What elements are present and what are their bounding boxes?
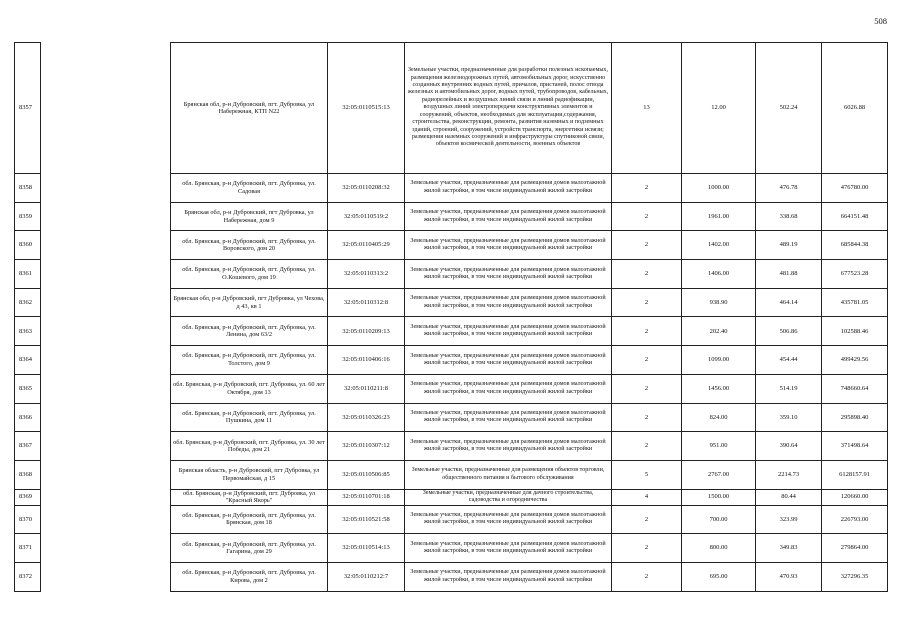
row-id: 8357 (15, 43, 41, 174)
cadastral-number-cell: 32:05:0110209:13 (328, 317, 405, 346)
cadastral-value-cell: 279864.00 (822, 534, 888, 563)
row-id: 8358 (15, 174, 41, 203)
table-row (15, 505, 888, 534)
use-group-cell: 5 (612, 460, 682, 489)
specific-value-cell: 338.68 (756, 202, 822, 231)
land-use-cell: Земельные участки, предназначенные для размещения домов малоэтажной жилой застройки, в том числе индивидуальной жилой застройки (405, 288, 612, 317)
use-group-cell: 2 (612, 432, 682, 461)
area-cell: 12.00 (682, 43, 756, 174)
use-group-cell: 2 (612, 534, 682, 563)
land-use-cell: Земельные участки, предназначенные для размещения домов малоэтажной жилой застройки, в том числе индивидуальной жилой застройки (405, 534, 612, 563)
table-row (15, 174, 888, 203)
row-id: 8370 (15, 505, 41, 534)
use-group-cell: 2 (612, 346, 682, 375)
area-cell: 202.40 (682, 317, 756, 346)
table-row (15, 403, 888, 432)
spacer-cell (41, 432, 171, 461)
spacer-cell (41, 505, 171, 534)
specific-value-cell: 506.86 (756, 317, 822, 346)
land-use-cell: Земельные участки, предназначенные для дачного строительства, садоводства и огородничества (405, 489, 612, 505)
row-id: 8362 (15, 288, 41, 317)
table-row (15, 43, 888, 174)
cadastral-number-cell: 32:05:0110515:13 (328, 43, 405, 174)
spacer-cell (41, 562, 171, 591)
cadastral-number-cell: 32:05:0110521:58 (328, 505, 405, 534)
address-cell: обл. Брянская, р-н Дубровский, пгт. Дубровка, ул. Брянская, дом 18 (171, 505, 328, 534)
table-row (15, 489, 888, 505)
cadastral-number-cell: 32:05:0110701:18 (328, 489, 405, 505)
spacer-cell (41, 43, 171, 174)
cadastral-value-cell: 6128157.91 (822, 460, 888, 489)
spacer-cell (41, 374, 171, 403)
land-use-cell: Земельные участки, предназначенные для размещения объектов торговли, общественного питания и бытового обслуживания (405, 460, 612, 489)
cadastral-value-cell: 120660.00 (822, 489, 888, 505)
row-id: 8364 (15, 346, 41, 375)
area-cell: 1456.00 (682, 374, 756, 403)
specific-value-cell: 2214.73 (756, 460, 822, 489)
spacer-cell (41, 202, 171, 231)
address-cell: обл. Брянская, р-н Дубровский, пгт. Дубровка, ул. 60 лет Октября, дом 13 (171, 374, 328, 403)
use-group-cell: 2 (612, 231, 682, 260)
area-cell: 1961.00 (682, 202, 756, 231)
spacer-cell (41, 346, 171, 375)
land-use-cell: Земельные участки, предназначенные для размещения домов малоэтажной жилой застройки, в том числе индивидуальной жилой застройки (405, 374, 612, 403)
land-use-cell: Земельные участки, предназначенные для размещения домов малоэтажной жилой застройки, в том числе индивидуальной жилой застройки (405, 317, 612, 346)
spacer-cell (41, 317, 171, 346)
address-cell: обл. Брянская, р-н Дубровский, пгт. Дубровка, ул. Гагарина, дом 29 (171, 534, 328, 563)
cadastral-number-cell: 32:05:0110519:2 (328, 202, 405, 231)
cadastral-number-cell: 32:05:0110211:8 (328, 374, 405, 403)
address-cell: обл. Брянская, р-н Дубровский, пгт. Дубровка, ул. О.Кошевого, дом 19 (171, 260, 328, 289)
cadastral-value-cell: 435781.05 (822, 288, 888, 317)
row-id: 8366 (15, 403, 41, 432)
land-use-cell: Земельные участки, предназначенные для размещения домов малоэтажной жилой застройки, в том числе индивидуальной жилой застройки (405, 505, 612, 534)
land-use-cell: Земельные участки, предназначенные для размещения домов малоэтажной жилой застройки, в том числе индивидуальной жилой застройки (405, 432, 612, 461)
cadastral-value-cell: 371498.64 (822, 432, 888, 461)
area-cell: 1406.00 (682, 260, 756, 289)
area-cell: 951.00 (682, 432, 756, 461)
specific-value-cell: 454.44 (756, 346, 822, 375)
table-row (15, 374, 888, 403)
spacer-cell (41, 174, 171, 203)
table-row (15, 317, 888, 346)
area-cell: 800.00 (682, 534, 756, 563)
specific-value-cell: 489.19 (756, 231, 822, 260)
area-cell: 2767.00 (682, 460, 756, 489)
address-cell: Брянская область, р-н Дубровский, пгт Дубровка, ул Первомайская, д 15 (171, 460, 328, 489)
specific-value-cell: 502.24 (756, 43, 822, 174)
spacer-cell (41, 288, 171, 317)
row-id: 8359 (15, 202, 41, 231)
area-cell: 1402.00 (682, 231, 756, 260)
area-cell: 938.90 (682, 288, 756, 317)
address-cell: Брянская обл, р-н Дубровский, пгт. Дубровка, ул Набережная, КТП N22 (171, 43, 328, 174)
table-body (15, 43, 888, 592)
spacer-cell (41, 231, 171, 260)
cadastral-number-cell: 32:05:0110312:8 (328, 288, 405, 317)
spacer-cell (41, 534, 171, 563)
land-use-cell: Земельные участки, предназначенные для размещения домов малоэтажной жилой застройки, в том числе индивидуальной жилой застройки (405, 174, 612, 203)
use-group-cell: 2 (612, 317, 682, 346)
cadastral-number-cell: 32:05:0110405:29 (328, 231, 405, 260)
table-row (15, 432, 888, 461)
cadastral-value-cell: 664151.48 (822, 202, 888, 231)
address-cell: Брянская обл, р-н Дубровский, пгт Дубровка, ул Набережная, дом 9 (171, 202, 328, 231)
address-cell: обл. Брянская, р-н Дубровский, пгт. Дубровка, ул. 30 лет Победы, дом 21 (171, 432, 328, 461)
specific-value-cell: 476.78 (756, 174, 822, 203)
specific-value-cell: 359.10 (756, 403, 822, 432)
cadastral-value-cell: 748660.64 (822, 374, 888, 403)
specific-value-cell: 464.14 (756, 288, 822, 317)
row-id: 8368 (15, 460, 41, 489)
cadastral-value-cell: 327296.35 (822, 562, 888, 591)
area-cell: 1099.00 (682, 346, 756, 375)
land-use-cell: Земельные участки, предназначенные для размещения домов малоэтажной жилой застройки, в том числе индивидуальной жилой застройки (405, 346, 612, 375)
address-cell: обл. Брянская, р-н Дубровский, пгт. Дубровка, ул. Кирова, дом 2 (171, 562, 328, 591)
specific-value-cell: 470.93 (756, 562, 822, 591)
use-group-cell: 2 (612, 505, 682, 534)
row-id: 8371 (15, 534, 41, 563)
address-cell: обл. Брянская, р-н Дубровский, пгт. Дубровка, ул. Садовая (171, 174, 328, 203)
table-row (15, 231, 888, 260)
cadastral-number-cell: 32:05:0110406:16 (328, 346, 405, 375)
specific-value-cell: 80.44 (756, 489, 822, 505)
use-group-cell: 2 (612, 288, 682, 317)
area-cell: 695.00 (682, 562, 756, 591)
table-row (15, 260, 888, 289)
area-cell: 700.00 (682, 505, 756, 534)
land-use-cell: Земельные участки, предназначенные для размещения домов малоэтажной жилой застройки, в том числе индивидуальной жилой застройки (405, 403, 612, 432)
table-row (15, 288, 888, 317)
table-row (15, 534, 888, 563)
row-id: 8367 (15, 432, 41, 461)
cadastral-number-cell: 32:05:0110208:32 (328, 174, 405, 203)
row-id: 8361 (15, 260, 41, 289)
table-row (15, 562, 888, 591)
specific-value-cell: 390.64 (756, 432, 822, 461)
cadastral-number-cell: 32:05:0110307:12 (328, 432, 405, 461)
area-cell: 1500.00 (682, 489, 756, 505)
spacer-cell (41, 403, 171, 432)
row-id: 8365 (15, 374, 41, 403)
row-id: 8369 (15, 489, 41, 505)
land-use-cell: Земельные участки, предназначенные для размещения домов малоэтажной жилой застройки, в том числе индивидуальной жилой застройки (405, 562, 612, 591)
land-use-cell: Земельные участки, предназначенные для размещения домов малоэтажной жилой застройки, в том числе индивидуальной жилой застройки (405, 260, 612, 289)
cadastral-number-cell: 32:05:0110514:13 (328, 534, 405, 563)
use-group-cell: 2 (612, 562, 682, 591)
cadastral-value-cell: 295898.40 (822, 403, 888, 432)
specific-value-cell: 323.99 (756, 505, 822, 534)
table-row (15, 202, 888, 231)
area-cell: 1000.00 (682, 174, 756, 203)
use-group-cell: 2 (612, 174, 682, 203)
address-cell: обл. Брянская, р-н Дубровский, пгт. Дубровка, ул. Ленина, дом 63/2 (171, 317, 328, 346)
cadastral-number-cell: 32:05:0110506:85 (328, 460, 405, 489)
address-cell: обл. Брянская, р-н Дубровский, пгт. Дубровка, ул. Воровского, дом 20 (171, 231, 328, 260)
cadastral-number-cell: 32:05:0110313:2 (328, 260, 405, 289)
spacer-cell (41, 489, 171, 505)
use-group-cell: 4 (612, 489, 682, 505)
specific-value-cell: 514.19 (756, 374, 822, 403)
table-row (15, 346, 888, 375)
address-cell: обл. Брянская, р-н Дубровский, пгт. Дубровка, ул. Толстого, дом 9 (171, 346, 328, 375)
use-group-cell: 2 (612, 374, 682, 403)
spacer-cell (41, 460, 171, 489)
use-group-cell: 2 (612, 202, 682, 231)
cadastral-value-cell: 685844.38 (822, 231, 888, 260)
address-cell: Брянская обл, р-н Дубровский, пгт Дубровка, ул Чехова, д 43, кв 1 (171, 288, 328, 317)
land-use-cell: Земельные участки, предназначенные для размещения домов малоэтажной жилой застройки, в том числе индивидуальной жилой застройки (405, 202, 612, 231)
cadastral-value-cell: 102588.46 (822, 317, 888, 346)
land-use-cell: Земельные участки, предназначенные для разработки полезных ископаемых, размещения железнодорожных путей, автомобильных дорог, искусственно созданных внутренних водных путей, причалов, пристаней, полос отвода железных и автомобильных дорог, водных путей, трубопроводов, кабельных, радиорелейных и воздушных линий связи и линий радиофикации, воздушных линий электропередачи конструктивных элементов и сооружений, объектов, необходимых для эксплуатации,содержания, строительства, реконструкции, ремонта, развития наземных и подземных зданий, строений, сооружений, устройств транспорта, энергетики исвязи; размещения наземных сооружений и инфраструктуры спутниковой связи, объектов космической деятельности, военных объектов (405, 43, 612, 174)
use-group-cell: 13 (612, 43, 682, 174)
cadastral-value-cell: 226793.00 (822, 505, 888, 534)
cadastral-value-cell: 677523.28 (822, 260, 888, 289)
table-row (15, 460, 888, 489)
spacer-cell (41, 260, 171, 289)
cadastral-value-cell: 499429.56 (822, 346, 888, 375)
cadastral-number-cell: 32:05:0110212:7 (328, 562, 405, 591)
land-use-cell: Земельные участки, предназначенные для размещения домов малоэтажной жилой застройки, в том числе индивидуальной жилой застройки (405, 231, 612, 260)
cadastral-value-cell: 6026.88 (822, 43, 888, 174)
cadastral-value-cell: 476780.00 (822, 174, 888, 203)
cadastral-value-table (14, 42, 888, 592)
area-cell: 824.00 (682, 403, 756, 432)
cadastral-number-cell: 32:05:0110326:23 (328, 403, 405, 432)
page-number: 508 (874, 16, 887, 26)
address-cell: обл. Брянская, р-н Дубровский, пгт. Дубровка, ул. Пушкина, дом 11 (171, 403, 328, 432)
specific-value-cell: 481.88 (756, 260, 822, 289)
row-id: 8360 (15, 231, 41, 260)
use-group-cell: 2 (612, 260, 682, 289)
specific-value-cell: 349.83 (756, 534, 822, 563)
row-id: 8363 (15, 317, 41, 346)
row-id: 8372 (15, 562, 41, 591)
address-cell: обл. Брянская, р-н Дубровский, пгт. Дубровка, ул "Красный Якорь" (171, 489, 328, 505)
use-group-cell: 2 (612, 403, 682, 432)
